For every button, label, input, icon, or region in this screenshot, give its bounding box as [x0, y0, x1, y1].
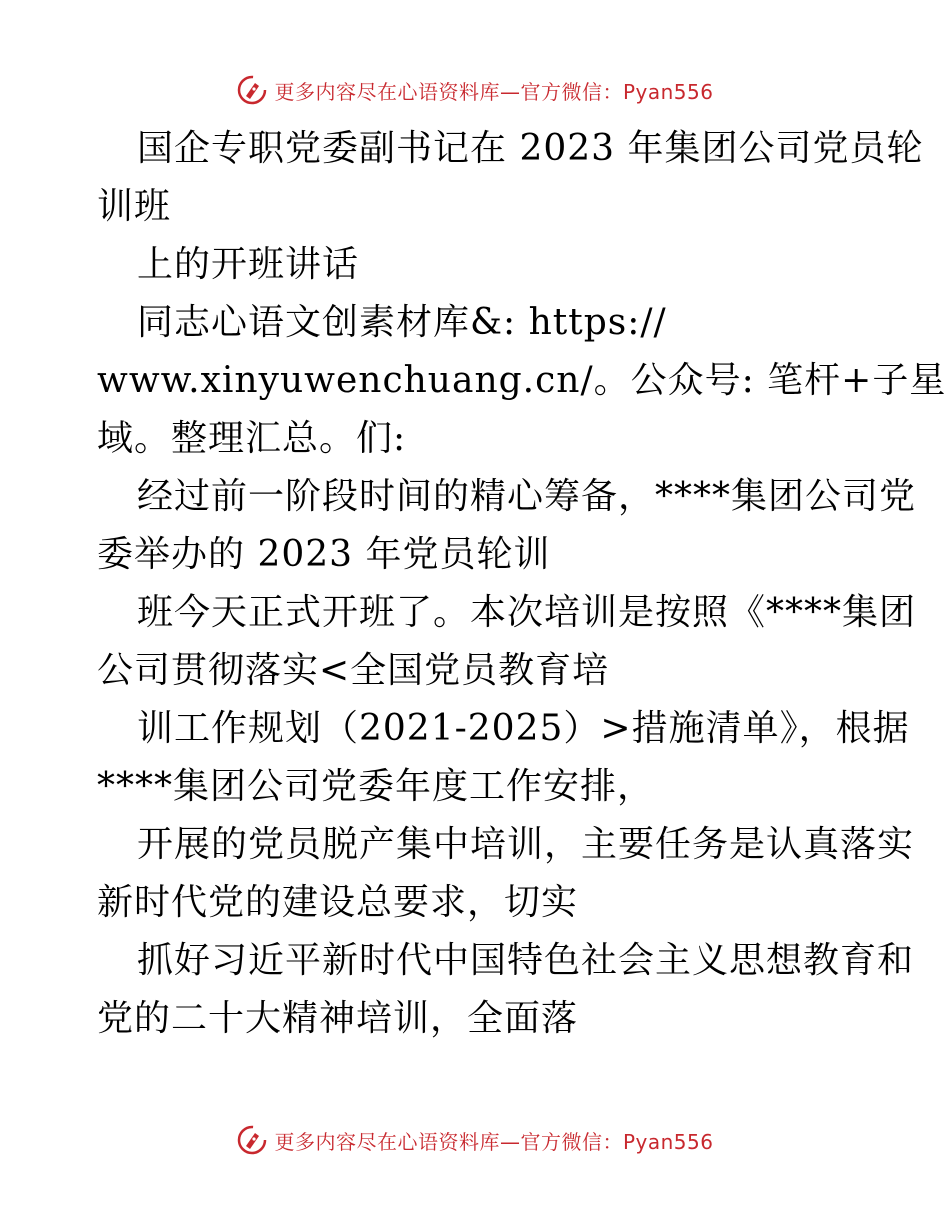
text-line: 党的二十大精神培训，全面落 — [97, 998, 579, 1039]
text-line: 训工作规划（2021-2025）>措施清单》，根据 — [137, 708, 910, 749]
text-line: 抓好习近平新时代中国特色社会主义思想教育和 — [137, 940, 915, 981]
text-line: 国企专职党委副书记在 2023 年集团公司党员轮 — [137, 128, 924, 169]
text-line: 新时代党的建设总要求，切实 — [97, 882, 579, 923]
text-line: 域。整理汇总。们: — [97, 418, 407, 459]
text-line: ****集团公司党委年度工作安排， — [97, 766, 655, 807]
footer-watermark-text: 更多内容尽在心语资料库—官方微信：Pyan556 — [274, 1129, 714, 1154]
text-line: 开展的党员脱产集中培训，主要任务是认真落实 — [137, 824, 915, 865]
header-watermark-text: 更多内容尽在心语资料库—官方微信：Pyan556 — [274, 79, 714, 104]
text-line: 上的开班讲话 — [137, 244, 360, 285]
pen-nib-logo-icon — [236, 74, 268, 106]
header-watermark-banner — [0, 70, 950, 110]
text-line: 同志心语文创素材库&: https:// — [137, 302, 667, 343]
text-line: 训班 — [97, 186, 172, 227]
document-body — [97, 120, 947, 1048]
text-line: 公司贯彻落实<全国党员教育培 — [97, 650, 610, 691]
text-line: 经过前一阶段时间的精心筹备，****集团公司党 — [137, 476, 917, 517]
pen-nib-logo-icon — [236, 1124, 268, 1156]
text-line: 班今天正式开班了。本次培训是按照《****集团 — [137, 592, 917, 633]
footer-watermark-banner — [0, 1120, 950, 1160]
text-line: www.xinyuwenchuang.cn/。公众号: 笔杆+子星 — [97, 360, 947, 401]
text-line: 委举办的 2023 年党员轮训 — [97, 534, 551, 575]
